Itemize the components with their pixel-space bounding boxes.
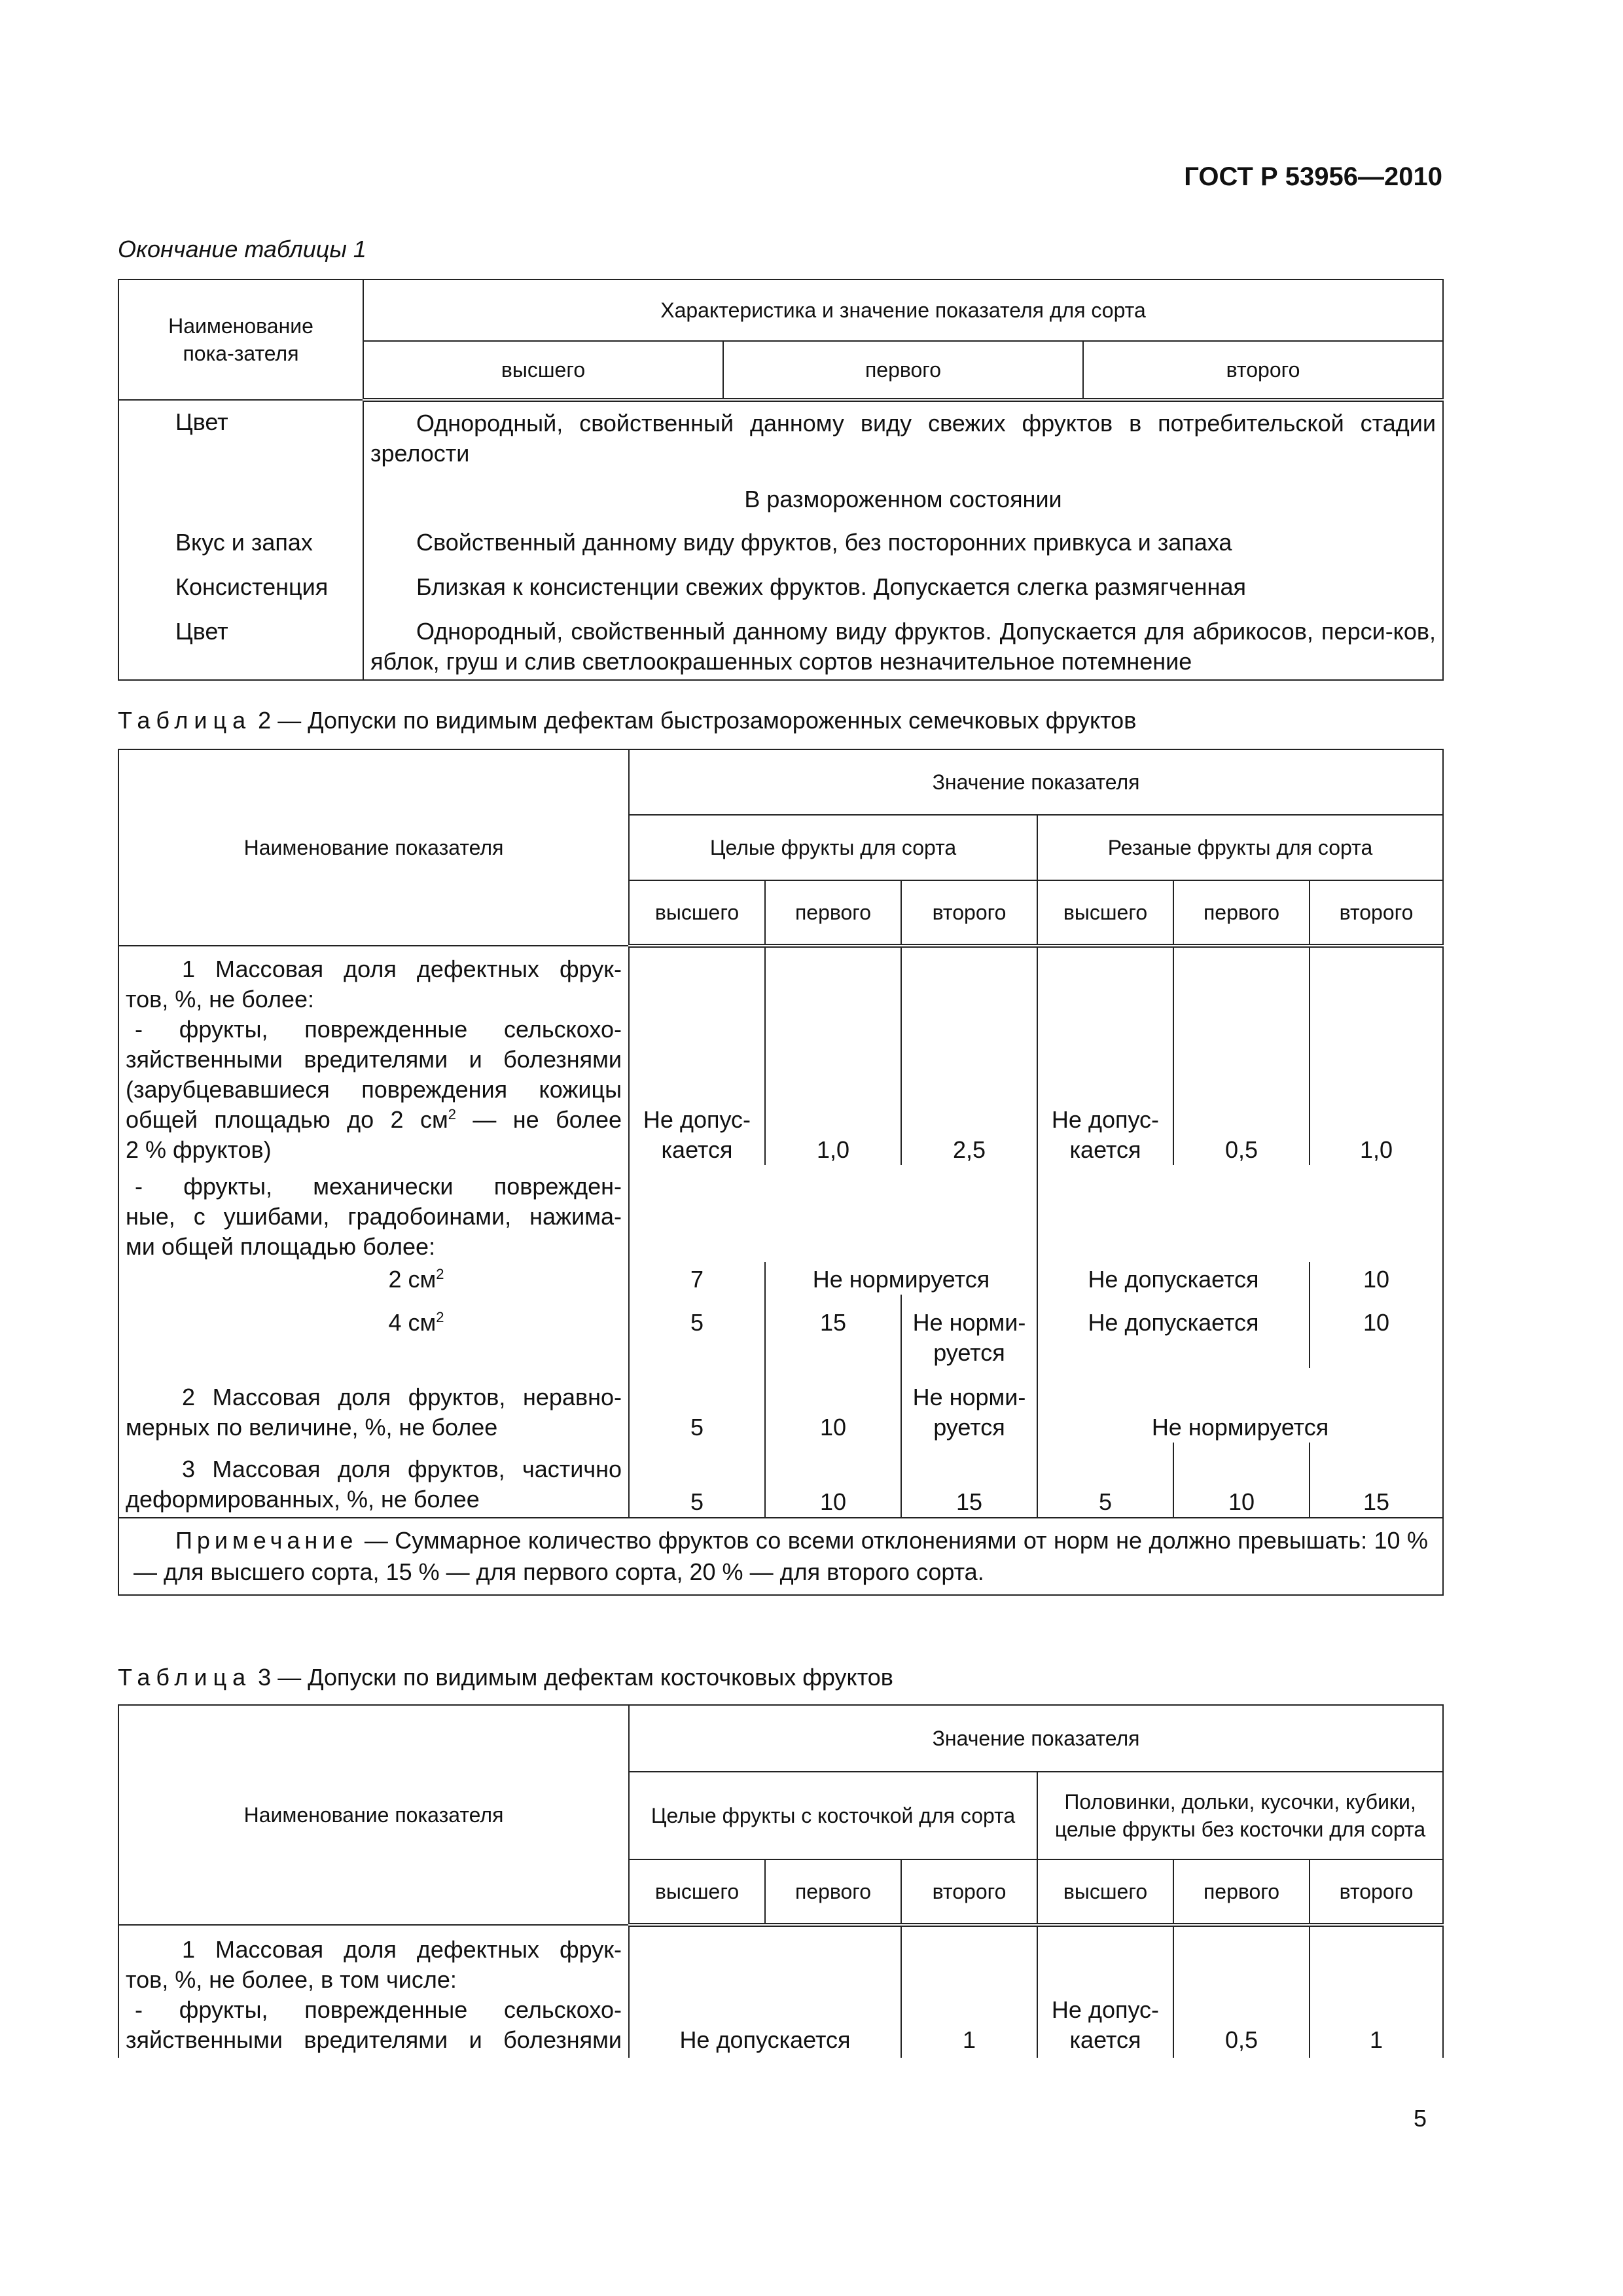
table2-row-2cm-name: 2 $см^2$ [118,1262,629,1295]
table1-row-consistency-value: Близкая к консистенции свежих фруктов. Допускается слегка размягченная [363,558,1443,602]
table2-row3-value: 15 [1310,1443,1443,1518]
table1 [118,279,1444,681]
table2-row-4cm-value: 15 [765,1295,901,1368]
table3-header-name: Наименование показателя [118,1705,629,1925]
table1-header-group: Характеристика и значение показателя для сорта [363,279,1443,341]
table1-header-grade-2: первого [723,341,1083,400]
table2-row3-value: 5 [629,1443,765,1518]
table1-row-color-name: Цвет [118,400,363,469]
table2-row1-value: 1,0 [1310,946,1443,1165]
page-number: 5 [1414,2105,1427,2132]
table1-row-color2-name: Цвет [118,602,363,680]
table2-row3-value: 5 [1037,1443,1173,1518]
table2-row-4cm-value: Не норми-руется [901,1295,1037,1368]
table2-caption-label: Таблица [118,707,252,734]
table2-row1-value: 1,0 [765,946,901,1165]
table2-caption [118,707,1136,734]
table2-row-2cm-value: 10 [1310,1262,1443,1295]
table3-row1-name: 1 Массовая доля дефектных фрук- тов, %, не более, в том числе: - фрукты, поврежденные сельскохо- зяйственными вредителями и болезнями [118,1925,629,2058]
table1-row-taste-value: Свойственный данному виду фруктов, без посторонних привкуса и запаха [363,514,1443,558]
table1-row-color-value: Однородный, свойственный данному виду свежих фруктов в потребительской стадии зрелости [363,400,1443,469]
table2-row-4cm-value: 10 [1310,1295,1443,1368]
table1-header-grade-1: высшего [363,341,723,400]
table2-row2-value: 10 [765,1368,901,1443]
table1-row-color2-value: Однородный, свойственный данному виду фруктов. Допускается для абрикосов, перси-ков, яблок, груш и слив светлоокрашенных сортов незначительное потемнение [363,602,1443,680]
table2-note-text: — Суммарное количество фруктов со всеми отклонениями от норм не должно превышать: 10 % — для высшего сорта, 15 % — для первого сорта, 20 % — для второго сорта. [134,1527,1429,1585]
table3-caption [118,1664,893,1691]
table2-row-2cm-value: Не допускается [1037,1262,1310,1295]
table2-header-grade: второго [1310,880,1443,946]
table2-header-name: Наименование показателя [118,749,629,946]
table2-caption-text: 2 — Допуски по видимым дефектам быстрозамороженных семечковых фруктов [258,707,1137,734]
table3-header-halves: Половинки, дольки, кусочки, кубики, целые фрукты без косточки для сорта [1037,1772,1443,1859]
table3-caption-label: Таблица [118,1664,252,1691]
table1-row-consistency-name: Консистенция [118,558,363,602]
table3-header-grade: первого [765,1859,901,1925]
table2-row1-value: 0,5 [1173,946,1310,1165]
table1-header-grade-3: второго [1083,341,1443,400]
table2-header-whole: Целые фрукты для сорта [629,815,1037,880]
table1-caption: Окончание таблицы 1 [118,236,366,262]
table2-note [118,1518,1443,1595]
table1-header-name: Наименование пока-зателя [118,279,363,400]
document-code: ГОСТ Р 53956—2010 [1184,162,1442,191]
table3-header-grade: высшего [629,1859,765,1925]
table3-header-grade: второго [1310,1859,1443,1925]
table2-row2-name: 2 Массовая доля фруктов, неравно- мерных по величине, %, не более [118,1368,629,1443]
table2-row-2cm-value: 7 [629,1262,765,1295]
table2-note-label: Примечание [175,1527,358,1554]
table3-row1-value: Не допускается [629,1925,901,2058]
table2-row-4cm-value: Не допускается [1037,1295,1310,1368]
table2-header-grade: высшего [1037,880,1173,946]
table2-row2-value: Не норми-руется [901,1368,1037,1443]
table3-row1-value: Не допус-кается [1037,1925,1173,2058]
table2-row3-value: 10 [1173,1443,1310,1518]
table2-header-value: Значение показателя [629,749,1443,815]
table3-header-value: Значение показателя [629,1705,1443,1772]
table2-row3-name: 3 Массовая доля фруктов, частично деформированных, %, не более [118,1443,629,1518]
table3-header-grade: высшего [1037,1859,1173,1925]
table2-header-grade: первого [765,880,901,946]
table2 [118,749,1444,1596]
table2-row-4cm-name: 4 $см^2$ [118,1295,629,1368]
table2-row2-value: 5 [629,1368,765,1443]
table2-row1-value: Не допус-кается [1037,946,1173,1165]
table2-row3-value: 15 [901,1443,1037,1518]
table2-row3-value: 10 [765,1443,901,1518]
table2-header-cut: Резаные фрукты для сорта [1037,815,1443,880]
table2-row1-value: Не допус-кается [629,946,765,1165]
table2-row1-value: 2,5 [901,946,1037,1165]
table3 [118,1704,1444,2058]
table2-row-2cm-value: Не нормируется [765,1262,1037,1295]
table2-header-grade: второго [901,880,1037,946]
table2-row2-value: Не нормируется [1037,1368,1443,1443]
table2-row1-name: 1 Массовая доля дефектных фрук- тов, %, не более: - фрукты, поврежденные сельскохо- зяйственными вредителями и болезнями (зарубцевавшиеся повреждения кожицы общей площадью до 2 $см^2$ — не более 2 % фруктов) [118,946,629,1165]
table1-row-taste-name: Вкус и запах [118,514,363,558]
table3-header-grade: первого [1173,1859,1310,1925]
table2-row-4cm-value: 5 [629,1295,765,1368]
table3-header-whole: Целые фрукты с косточкой для сорта [629,1772,1037,1859]
table3-row1-value: 1 [901,1925,1037,2058]
table2-row-mech-name: - фрукты, механически поврежден- ные, с ушибами, градобоинами, нажима- ми общей площадью более: [118,1165,629,1262]
table3-header-grade: второго [901,1859,1037,1925]
table1-thawed-heading: В размороженном состоянии [363,469,1443,514]
table2-header-grade: первого [1173,880,1310,946]
table3-row1-value: 1 [1310,1925,1443,2058]
table2-header-grade: высшего [629,880,765,946]
table3-row1-value: 0,5 [1173,1925,1310,2058]
table3-caption-text: 3 — Допуски по видимым дефектам косточковых фруктов [258,1664,893,1691]
